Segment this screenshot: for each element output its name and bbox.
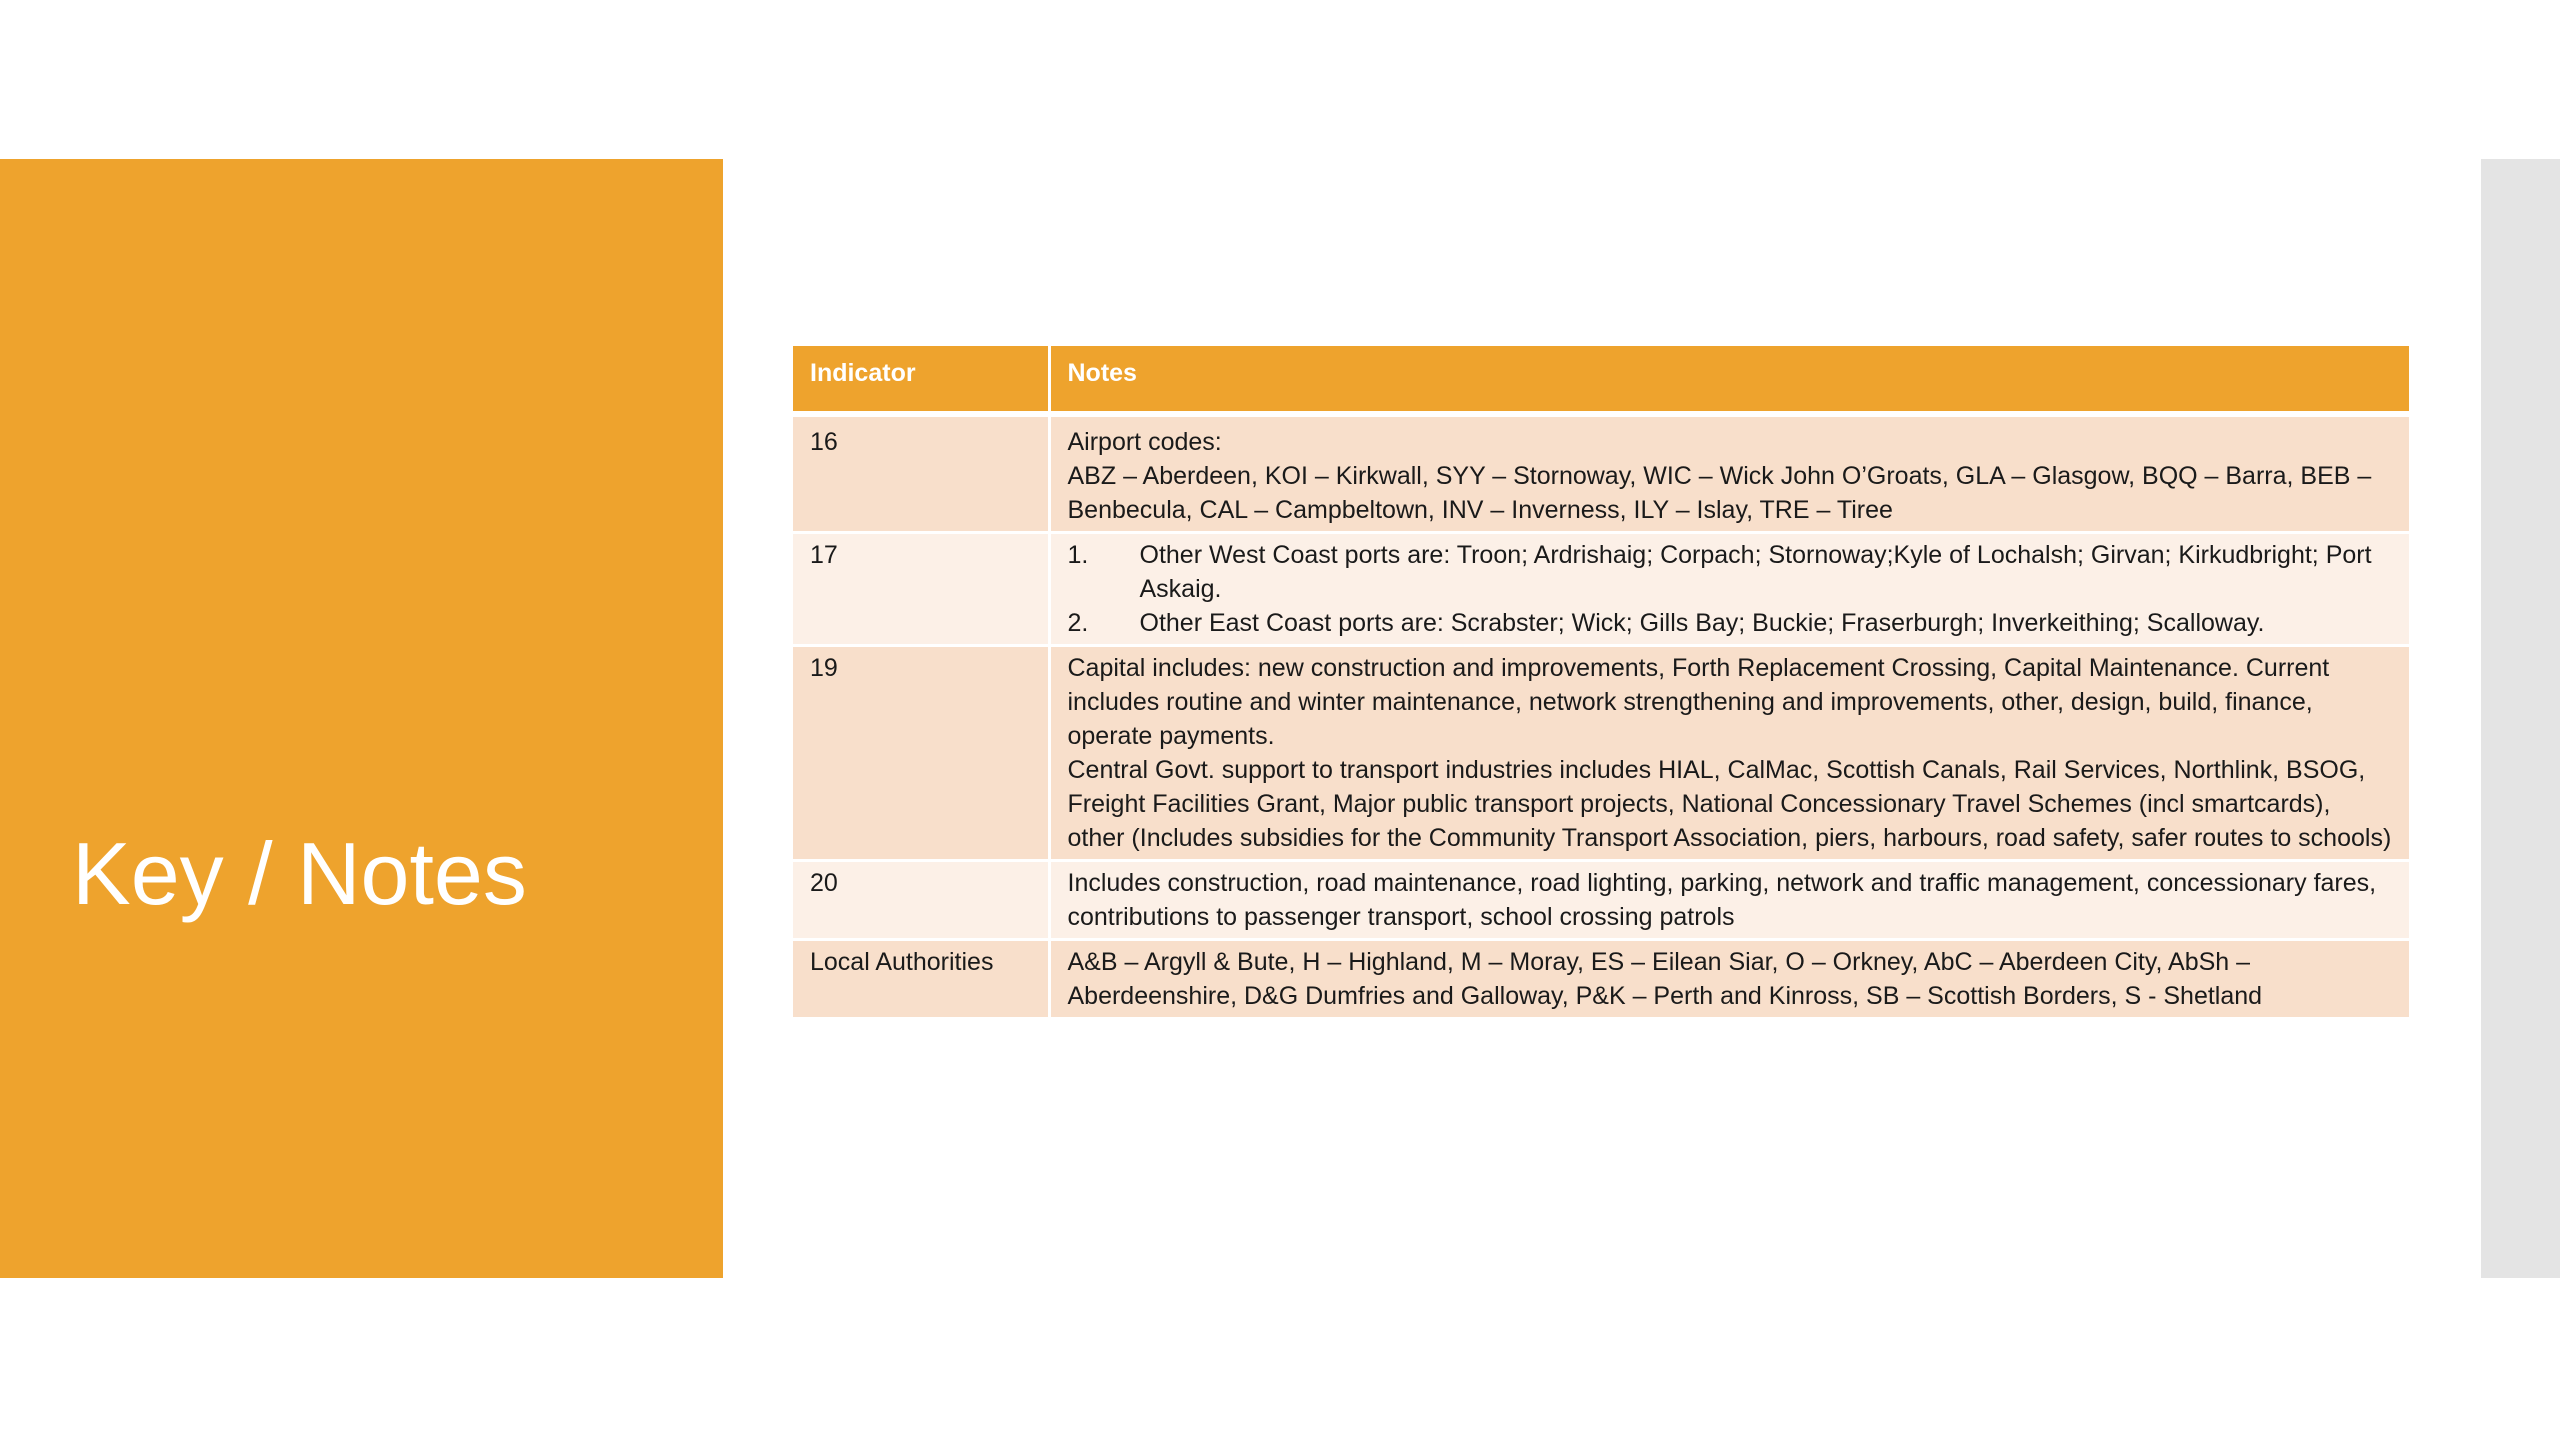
header-indicator: Indicator xyxy=(793,346,1049,414)
header-notes: Notes xyxy=(1049,346,2409,414)
note-line: Airport codes: xyxy=(1067,428,1222,456)
note-line: Includes construction, road maintenance, road lighting, parking, network and traffic management, concessionary fares, contributions to passenger transport, school crossing patrols xyxy=(1067,869,2377,931)
note-line: Central Govt. support to transport industries includes HIAL, CalMac, Scottish Canals, Rail Services, Northlink, BSOG, Freight Facilities Grant, Major public transport projects, National Concessionary Travel Schemes (incl smartcards), other (Includes subsidies for the Community Transport Association, piers, harbours, road safety, safer routes to schools) xyxy=(1067,756,2392,852)
title-panel xyxy=(0,159,723,1278)
table-row xyxy=(793,646,2409,861)
list-text: Other West Coast ports are: Troon; Ardrishaig; Corpach; Stornoway;Kyle of Lochalsh; Girvan; Kirkudbright; Port Askaig. xyxy=(1139,541,2372,603)
list-text: Other East Coast ports are: Scrabster; Wick; Gills Bay; Buckie; Fraserburgh; Inverkeithing; Scalloway. xyxy=(1139,609,2265,637)
table-header-row xyxy=(793,346,2409,414)
slide-title: Key / Notes xyxy=(72,824,527,923)
notes-cell xyxy=(1049,414,2409,533)
table-row xyxy=(793,940,2409,1018)
notes-cell xyxy=(1049,861,2409,940)
list-item xyxy=(1068,538,2393,606)
table-row xyxy=(793,414,2409,533)
table-row xyxy=(793,861,2409,940)
note-line: A&B – Argyll & Bute, H – Highland, M – Moray, ES – Eilean Siar, O – Orkney, AbC – Aberdeen City, AbSh – Aberdeenshire, D&G Dumfries and Galloway, P&K – Perth and Kinross, SB – Scottish Borders, S - Shetland xyxy=(1067,948,2263,1010)
numbered-list xyxy=(1068,538,2393,640)
note-line: Capital includes: new construction and improvements, Forth Replacement Crossing, Capital Maintenance. Current includes routine and winter maintenance, network strengthening and improvements, other, design, build, finance, operate payments. xyxy=(1067,654,2330,750)
table-row xyxy=(793,533,2409,646)
indicator-cell: Local Authorities xyxy=(793,940,1049,1018)
list-number: 1. xyxy=(1067,541,1089,569)
list-item xyxy=(1068,606,2393,640)
indicator-cell: 20 xyxy=(793,861,1049,940)
side-strip xyxy=(2481,159,2560,1278)
notes-cell xyxy=(1049,940,2409,1018)
notes-cell xyxy=(1049,533,2409,646)
indicator-cell: 19 xyxy=(793,646,1049,861)
list-number: 2. xyxy=(1067,609,1089,637)
notes-table xyxy=(793,346,2409,1017)
indicator-cell: 17 xyxy=(793,533,1049,646)
notes-cell xyxy=(1049,646,2409,861)
note-line: ABZ – Aberdeen, KOI – Kirkwall, SYY – Stornoway, WIC – Wick John O’Groats, GLA – Glasgow, BQQ – Barra, BEB – Benbecula, CAL – Campbeltown, INV – Inverness, ILY – Islay, TRE – Tiree xyxy=(1067,462,2372,524)
indicator-cell: 16 xyxy=(793,414,1049,533)
